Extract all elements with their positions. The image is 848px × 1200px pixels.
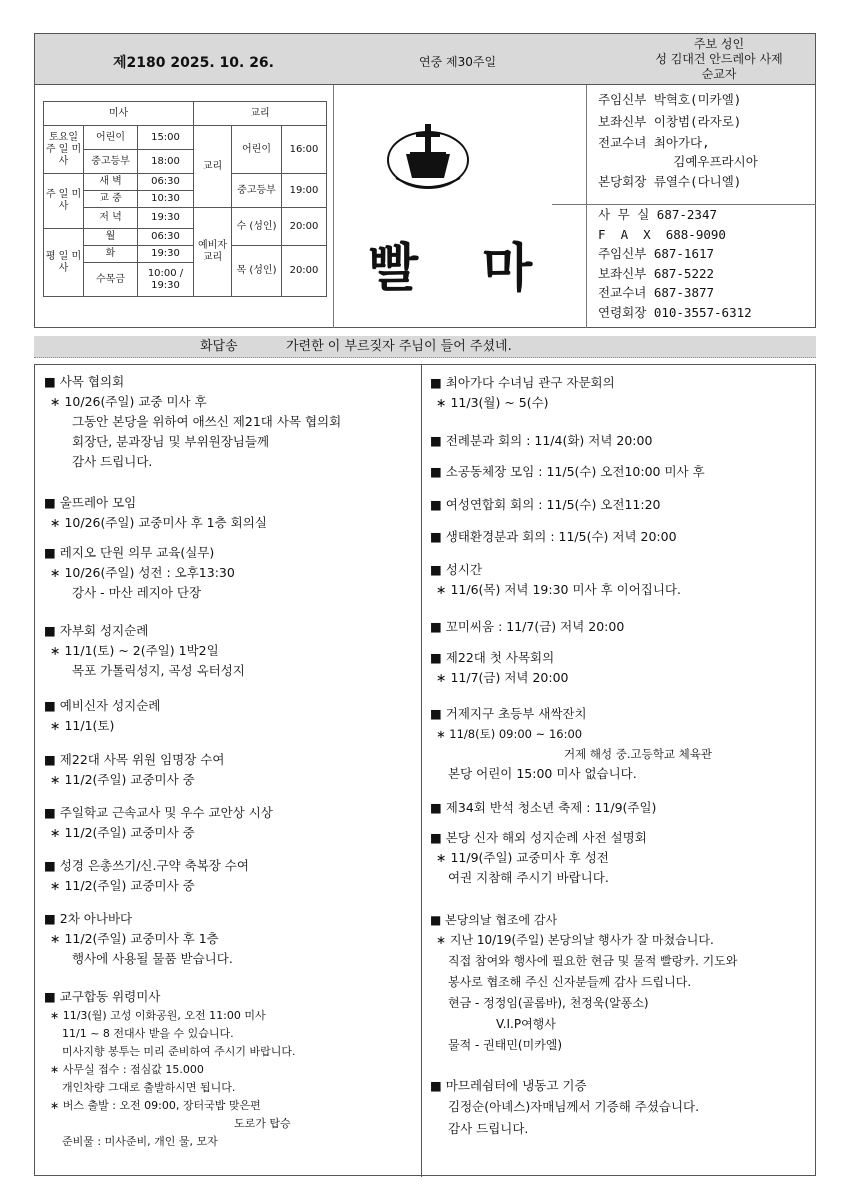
- header-bar: [34, 33, 816, 85]
- notice-line: ∗ 11/1(토) ~ 2(주일) 1박2일: [44, 641, 245, 661]
- catechism-time: 20:00: [282, 246, 327, 297]
- pre-catechism-label: 예비자 교리: [194, 208, 232, 297]
- notice-line: 미사지향 봉투는 미리 준비하여 주시기 바랍니다.: [62, 1045, 296, 1058]
- notice-line: 강사 - 마산 레지아 단장: [72, 585, 202, 600]
- catechism-name: 목 (성인): [232, 246, 282, 297]
- notice-title: ■ 본당 신자 해외 성지순례 사전 설명회: [430, 828, 647, 848]
- notice-line: 물적 - 권태민(미카엘): [448, 1038, 563, 1052]
- notice-item: [44, 543, 235, 603]
- responsorial-psalm-bar: [34, 336, 816, 358]
- notice-title: ■ 거제지구 초등부 새싹잔치: [430, 704, 712, 724]
- notice-item: [44, 909, 233, 969]
- parish-emblem-icon: [382, 118, 474, 198]
- contact-line: 사 무 실 687-2347: [598, 207, 718, 222]
- catechism-time: 20:00: [282, 208, 327, 246]
- mass-name: 중고등부: [84, 150, 138, 174]
- mass-name: 저 녁: [84, 208, 138, 229]
- notice-line: 준비물 : 미사준비, 개인 물, 모자: [62, 1135, 218, 1148]
- notice-line: 여권 지참해 주시기 바랍니다.: [448, 870, 609, 885]
- notice-title: ■ 성경 은총쓰기/신.구약 축복장 수여: [44, 856, 249, 876]
- notice-title: ■ 본당의날 협조에 감사: [430, 910, 737, 930]
- divider: [586, 85, 587, 328]
- notice-line: ∗ 10/26(주일) 교중미사 후 1층 회의실: [44, 513, 267, 533]
- notice-line: ∗ 11/2(주일) 교중미사 후 1층: [44, 929, 233, 949]
- mass-header: 미사: [44, 102, 194, 126]
- contact-line: 보좌신부 687-5222: [598, 265, 715, 281]
- staff-line: 보좌신부 이창범(라자로): [598, 114, 742, 129]
- catechism-header: 교리: [194, 102, 327, 126]
- notice-item: [430, 373, 615, 413]
- notice-line: 도로가 탑승: [234, 1117, 291, 1130]
- masthead-char: 빨: [368, 238, 420, 299]
- notice-item: [44, 621, 245, 681]
- staff-line: 김예우프라시아: [598, 154, 758, 169]
- notice-line: ∗ 11/2(주일) 교중미사 중: [44, 876, 249, 896]
- notice-line: ∗ 10/26(주일) 교중 미사 후: [44, 392, 341, 412]
- masthead-title: [362, 226, 562, 299]
- notice-line: 직접 참여와 행사에 필요한 현금 및 물적 빨랑카. 기도와: [448, 954, 738, 968]
- notice-item: [44, 803, 273, 843]
- catechism-name: 수 (성인): [232, 208, 282, 246]
- notice-line: 김정순(아녜스)자매님께서 기증해 주셨습니다.: [448, 1099, 700, 1114]
- notice-line: 현금 - 정정임(골롬바), 천정욱(알퐁소): [448, 996, 649, 1010]
- notice-line: 본당 어린이 15:00 미사 없습니다.: [448, 766, 637, 781]
- notice-title: ■ 2차 아나바다: [44, 909, 233, 929]
- notice-title: ■ 꼬미씨움 : 11/7(금) 저녁 20:00: [430, 617, 624, 637]
- staff-list: [598, 89, 814, 193]
- notice-title: ■ 전례분과 회의 : 11/4(화) 저녁 20:00: [430, 431, 652, 451]
- notice-item: [44, 696, 160, 736]
- notice-title: ■ 여성연합회 회의 : 11/5(수) 오전11:20: [430, 495, 661, 515]
- notice-line: ∗ 11/2(주일) 교중미사 중: [44, 823, 273, 843]
- saturday-mass-label: 토요일 주 일 미 사: [44, 126, 84, 174]
- catechism-time: 19:00: [282, 174, 327, 208]
- mass-schedule-table: [43, 101, 327, 297]
- notice-title: ■ 소공동체장 모임 : 11/5(수) 오전10:00 미사 후: [430, 462, 705, 482]
- notice-title: ■ 주일학교 근속교사 및 우수 교안상 시상: [44, 803, 273, 823]
- notice-line: ∗ 11/8(토) 09:00 ~ 16:00: [430, 724, 712, 744]
- notice-item: [430, 1076, 699, 1140]
- catechism-time: 16:00: [282, 126, 327, 174]
- notice-line: ∗ 11/3(월) 고성 이화공원, 오전 11:00 미사: [44, 1007, 296, 1025]
- mass-time: 10:00 / 19:30: [138, 263, 194, 297]
- notice-line: 감사 드립니다.: [72, 454, 153, 469]
- notice-line: 거제 해성 중.고등학교 체육관: [564, 747, 712, 761]
- mass-name: 월: [84, 229, 138, 246]
- psalm-text: 가련한 이 부르짖자 주님이 들어 주셨네.: [286, 339, 512, 354]
- mass-time: 19:30: [138, 246, 194, 263]
- notice-title: ■ 생태환경분과 회의 : 11/5(수) 저녁 20:00: [430, 527, 677, 547]
- contact-line: 주임신부 687-1617: [598, 246, 715, 262]
- notice-title: ■ 레지오 단원 의무 교육(실무): [44, 543, 235, 563]
- notice-title: ■ 사목 협의회: [44, 372, 341, 392]
- mass-time: 06:30: [138, 174, 194, 191]
- notice-line: 그동안 본당을 위하여 애쓰신 제21대 사목 협의회: [72, 414, 342, 429]
- mass-time: 18:00: [138, 150, 194, 174]
- notice-line: ∗ 지난 10/19(주일) 본당의날 행사가 잘 마쳤습니다.: [430, 930, 737, 951]
- notice-item: [44, 856, 249, 896]
- notice-title: ■ 예비신자 성지순례: [44, 696, 160, 716]
- contact-list: [598, 205, 814, 323]
- notice-item: [430, 527, 677, 547]
- staff-line: 본당회장 류열수(다니엘): [598, 174, 742, 189]
- contact-line: 연령회장 010-3557-6312: [598, 304, 752, 320]
- staff-line: 주임신부 박혁호(미카엘): [598, 92, 742, 107]
- patron-saint: 주보 성인 성 김대건 안드레아 사제 순교자: [655, 37, 783, 81]
- psalm-label: 화답송: [200, 339, 238, 354]
- mass-time: 19:30: [138, 208, 194, 229]
- divider: [421, 365, 422, 1177]
- notice-line: ∗ 버스 출발 : 오전 09:00, 장터국밥 맞은편: [44, 1097, 296, 1115]
- notice-title: ■ 울뜨레아 모임: [44, 493, 267, 513]
- notice-line: ∗ 11/7(금) 저녁 20:00: [430, 668, 568, 688]
- notice-item: [44, 987, 296, 1151]
- notice-title: ■ 최아가다 수녀님 관구 자문회의: [430, 373, 615, 393]
- notice-item: [44, 372, 341, 472]
- notice-title: ■ 교구합동 위령미사: [44, 987, 296, 1007]
- notice-line: 목포 가톨릭성지, 곡성 옥터성지: [72, 663, 245, 678]
- notice-line: 행사에 사용될 물품 받습니다.: [72, 951, 233, 966]
- notice-line: ∗ 11/1(토): [44, 716, 160, 736]
- notice-title: ■ 제34회 반석 청소년 축제 : 11/9(주일): [430, 798, 656, 818]
- sunday-mass-label: 주 일 미 사: [44, 174, 84, 229]
- notice-item: [430, 648, 568, 688]
- mass-time: 10:30: [138, 191, 194, 208]
- liturgical-week: 연중 제30주일: [419, 55, 497, 69]
- contact-line: F A X 688-9090: [598, 226, 726, 242]
- notice-line: 봉사로 협조해 주신 신자분들께 감사 드립니다.: [448, 975, 692, 989]
- catechism-name: 어린이: [232, 126, 282, 174]
- notice-line: ∗ 11/2(주일) 교중미사 중: [44, 770, 224, 790]
- notice-line: ∗ 10/26(주일) 성전 : 오후13:30: [44, 563, 235, 583]
- notice-item: [44, 493, 267, 533]
- notice-item: [44, 750, 224, 790]
- notice-item: [430, 828, 647, 888]
- mass-name: 어린이: [84, 126, 138, 150]
- catechism-name: 중고등부: [232, 174, 282, 208]
- mass-name: 새 벽: [84, 174, 138, 191]
- notice-item: [430, 910, 737, 1056]
- notice-item: [430, 798, 656, 818]
- notice-line: ∗ 11/9(주일) 교중미사 후 성전: [430, 848, 647, 868]
- notice-line: V.I.P여행사: [496, 1017, 556, 1031]
- divider: [333, 85, 334, 328]
- notice-line: ∗ 11/6(목) 저녁 19:30 미사 후 이어집니다.: [430, 580, 681, 600]
- mass-name: 수목금: [84, 263, 138, 297]
- mass-time: 06:30: [138, 229, 194, 246]
- notice-line: 개인차량 그대로 출발하시면 됩니다.: [62, 1081, 236, 1094]
- notice-item: [430, 431, 652, 451]
- notice-title: ■ 성시간: [430, 560, 681, 580]
- notice-title: ■ 제22대 사목 위원 임명장 수여: [44, 750, 224, 770]
- notice-line: ∗ 11/3(월) ~ 5(수): [430, 393, 615, 413]
- mass-name: 교 중: [84, 191, 138, 208]
- notice-title: ■ 마므레쉼터에 냉동고 기증: [430, 1076, 699, 1096]
- mass-time: 15:00: [138, 126, 194, 150]
- notice-item: [430, 617, 624, 637]
- notice-item: [430, 495, 661, 515]
- notice-title: ■ 자부회 성지순례: [44, 621, 245, 641]
- notice-line: 감사 드립니다.: [448, 1121, 529, 1136]
- notice-line: 11/1 ~ 8 전대사 받을 수 있습니다.: [62, 1027, 234, 1040]
- contact-line: 전교수녀 687-3877: [598, 285, 715, 301]
- issue-number-date: 제2180 2025. 10. 26.: [113, 55, 274, 71]
- notice-title: ■ 제22대 첫 사목회의: [430, 648, 568, 668]
- notice-line: ∗ 사무실 접수 : 점심값 15.000: [44, 1061, 296, 1079]
- notice-item: [430, 462, 705, 482]
- staff-line: 전교수녀 최아가다,: [598, 135, 710, 150]
- weekday-mass-label: 평 일 미 사: [44, 229, 84, 297]
- notice-line: 회장단, 분과장님 및 부위원장님들께: [72, 434, 270, 449]
- mass-name: 화: [84, 246, 138, 263]
- catechism-label: 교리: [194, 126, 232, 208]
- notice-item: [430, 560, 681, 600]
- masthead-char: 마: [482, 238, 534, 299]
- notice-item: [430, 704, 712, 784]
